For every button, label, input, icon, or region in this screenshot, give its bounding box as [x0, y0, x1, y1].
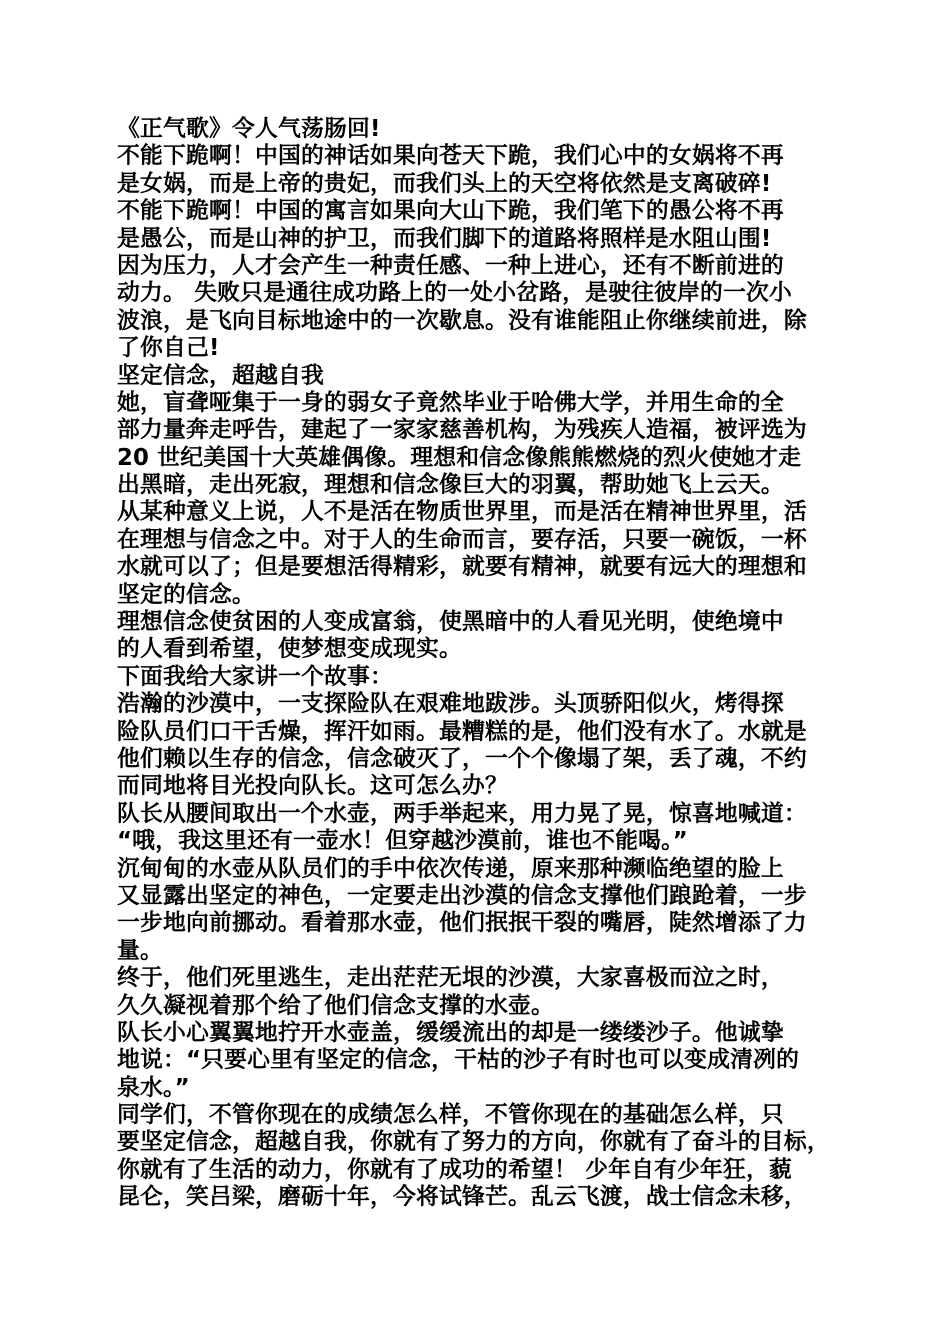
text-line: 他们赖以生存的信念，信念破灭了，一个个像塌了架，丢了魂，不约 [117, 745, 807, 772]
text-line: 了你自己! [117, 335, 220, 362]
text-line: 在理想与信念之中。对于人的生命而言，要存活，只要一碗饭，一杯 [117, 526, 807, 553]
text-line: 坚定的信念。 [117, 581, 255, 608]
text-line: 不能下跪啊！中国的寓言如果向大山下跪，我们笔下的愚公将不再 [117, 198, 784, 225]
text-line: 是愚公，而是山神的护卫，而我们脚下的道路将照样是水阻山围! [117, 225, 772, 252]
text-line: 20 世纪美国十大英雄偶像。理想和信念像熊熊燃烧的烈火使她才走 [117, 444, 802, 471]
text-line: 浩瀚的沙漠中，一支探险队在艰难地跋涉。头顶骄阳似火，烤得探 [117, 691, 784, 718]
text-line: 又显露出坚定的神色，一定要走出沙漠的信念支撑他们踉跄着，一步 [117, 882, 807, 909]
text-line: 同学们，不管你现在的成绩怎么样，不管你现在的基础怎么样，只 [117, 1102, 784, 1129]
text-line: 终于，他们死里逃生，走出茫茫无垠的沙漠，大家喜极而泣之时， [117, 965, 784, 992]
document-body [117, 116, 842, 1212]
text-line: 要坚定信念，超越自我，你就有了努力的方向，你就有了奋斗的目标， [117, 1129, 830, 1156]
text-line: 因为压力，人才会产生一种责任感、一种上进心，还有不断前进的 [117, 252, 784, 279]
text-line: “哦，我这里还有一壶水！但穿越沙漠前，谁也不能喝。” [117, 828, 688, 855]
text-line: 下面我给大家讲一个故事： [117, 663, 393, 690]
text-line: 昆仑，笑吕梁，磨砺十年，今将试锋芒。乱云飞渡，战士信念未移， [117, 1184, 807, 1211]
text-line: 《正气歌》令人气荡肠回! [117, 116, 381, 142]
text-line: 队长小心翼翼地拧开水壶盖，缓缓流出的却是一缕缕沙子。他诚挚 [117, 1019, 784, 1046]
text-line: 部力量奔走呼告，建起了一家家慈善机构，为残疾人造福，被评选为 [117, 417, 807, 444]
text-line: 地说：“只要心里有坚定的信念，干枯的沙子有时也可以变成清冽的 [117, 1047, 800, 1074]
text-line: 从某种意义上说，人不是活在物质世界里，而是活在精神世界里，活 [117, 499, 807, 526]
text-line: 不能下跪啊！中国的神话如果向苍天下跪，我们心中的女娲将不再 [117, 143, 784, 170]
text-line: 而同地将目光投向队长。这可怎么办？ [117, 773, 508, 800]
text-line: 你就有了生活的动力，你就有了成功的希望！ 少年自有少年狂，藐 [117, 1156, 793, 1183]
text-line: 坚定信念，超越自我 [117, 362, 324, 389]
text-line: 是女娲，而是上帝的贵妃，而我们头上的天空将依然是支离破碎! [117, 170, 772, 197]
text-line: 波浪，是飞向目标地途中的一次歇息。没有谁能阻止你继续前进，除 [117, 307, 807, 334]
text-line: 沉甸甸的水壶从队员们的手中依次传递，原来那种濒临绝望的脸上 [117, 855, 784, 882]
text-line: 险队员们口干舌燥，挥汗如雨。最糟糕的是，他们没有水了。水就是 [117, 718, 807, 745]
text-line: 久久凝视着那个给了他们信念支撑的水壶。 [117, 992, 554, 1019]
text-line: 理想信念使贫困的人变成富翁，使黑暗中的人看见光明，使绝境中 [117, 609, 784, 636]
text-line: 泉水。” [117, 1074, 190, 1101]
text-line: 出黑暗，走出死寂，理想和信念像巨大的羽翼，帮助她飞上云天。 [117, 472, 784, 499]
text-line: 一步地向前挪动。看着那水壶，他们抿抿干裂的嘴唇，陡然增添了力 [117, 910, 807, 937]
text-line: 水就可以了；但是要想活得精彩，就要有精神，就要有远大的理想和 [117, 554, 807, 581]
text-line: 量。 [117, 937, 163, 964]
text-line: 她，盲聋哑集于一身的弱女子竟然毕业于哈佛大学，并用生命的全 [117, 389, 784, 416]
text-line: 队长从腰间取出一个水壶，两手举起来，用力晃了晃，惊喜地喊道： [117, 800, 807, 827]
text-line: 动力。 失败只是通往成功路上的一处小岔路，是驶往彼岸的一次小 [117, 280, 793, 307]
text-line: 的人看到希望，使梦想变成现实。 [117, 636, 462, 663]
